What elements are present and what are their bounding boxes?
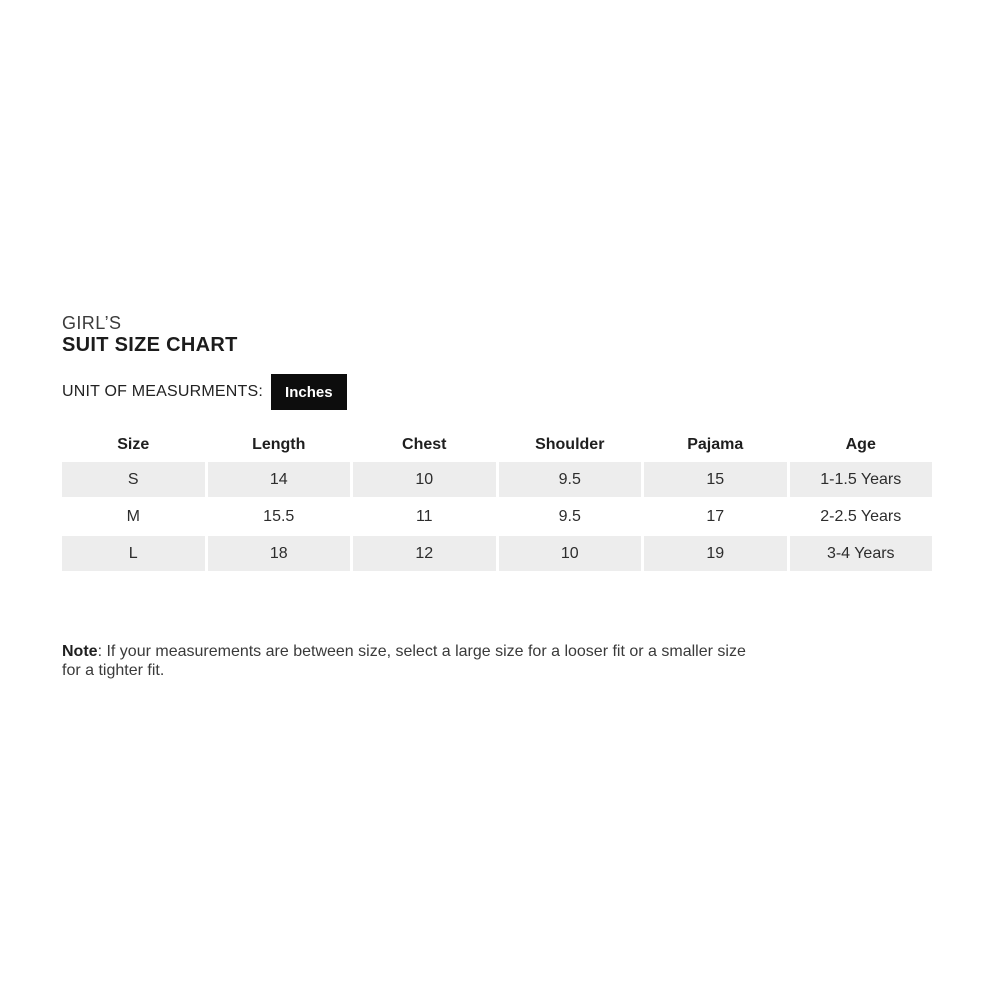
table-cell: 14 [208,462,351,497]
size-chart-panel [62,312,932,680]
table-cell: 10 [353,462,496,497]
note-label: Note [62,643,98,660]
note-text [62,642,932,680]
table-cell: 1-1.5 Years [790,462,933,497]
header-cell-chest: Chest [402,436,447,453]
table-cell: 18 [208,536,351,571]
header-cell-pajama: Pajama [687,436,744,453]
table-cell: 10 [499,536,642,571]
table-cell: M [62,499,205,534]
table-cell: 19 [644,536,787,571]
table-cell: 12 [353,536,496,571]
table-cell: 2-2.5 Years [790,499,933,534]
table-cell: 9.5 [499,499,642,534]
header-cell-size: Size [117,436,150,453]
header-cell-length: Length [252,436,306,453]
table-cell: 15.5 [208,499,351,534]
table-cell: 15 [644,462,787,497]
table-cell: 9.5 [499,462,642,497]
unit-inches-button[interactable]: Inches [271,374,347,410]
page-title: SUIT SIZE CHART [62,334,238,356]
table-cell: 11 [353,499,496,534]
table-cell: S [62,462,205,497]
header-cell-age: Age [845,436,876,453]
category-label: GIRL’S [62,313,122,333]
unit-of-measurement-row [62,374,932,410]
size-chart-table [62,430,932,571]
unit-label: UNIT OF MEASURMENTS: [62,383,264,400]
note-line2: for a tighter fit. [62,662,165,679]
note-line1: : If your measurements are between size, select a large size for a looser fit or a smaller size [97,643,746,660]
table-cell: 3-4 Years [790,536,933,571]
table-cell: 17 [644,499,787,534]
table-cell: L [62,536,205,571]
header-cell-shoulder: Shoulder [535,436,605,453]
